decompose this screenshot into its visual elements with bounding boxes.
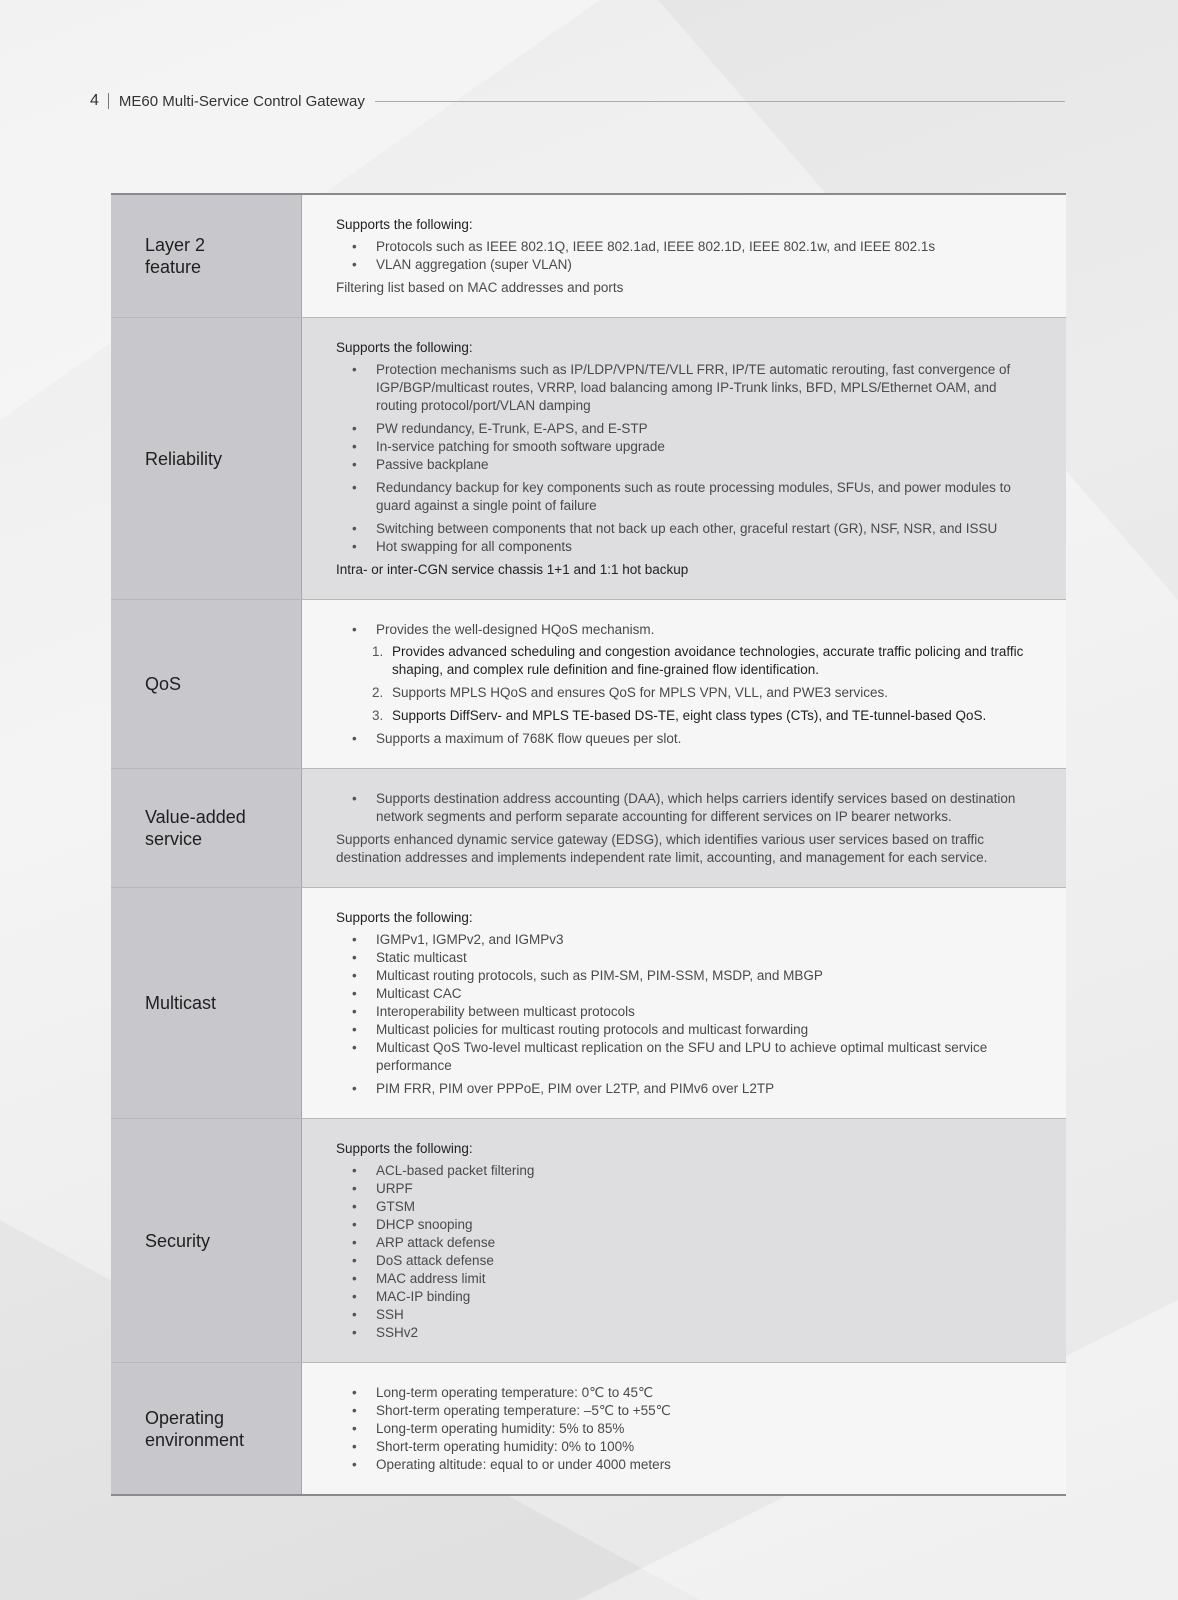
numbered-list — [336, 643, 1040, 725]
row-label-cell — [111, 888, 302, 1118]
row-label: Multicast — [145, 993, 217, 1013]
numbered-item-text: Supports DiffServ- and MPLS TE-based DS-TE, eight class types (CTs), and TE-tunnel-based QoS. — [392, 708, 987, 723]
list-item: • PW redundancy, E-Trunk, E-APS, and E-STP — [352, 420, 1040, 438]
spec-table — [111, 193, 1066, 1496]
row-content — [302, 195, 1066, 317]
row-label-cell — [111, 1119, 302, 1362]
list-item: • PIM FRR, PIM over PPPoE, PIM over L2TP, and PIMv6 over L2TP — [352, 1080, 1040, 1098]
numbered-item: 3. Supports DiffServ- and MPLS TE-based DS-TE, eight class types (CTs), and TE-tunnel-based QoS. — [372, 708, 987, 723]
row-label-cell — [111, 600, 302, 768]
list-item: • Long-term operating temperature: 0℃ to 45℃ — [352, 1384, 1040, 1402]
numbered-item-text: Provides advanced scheduling and congestion avoidance technologies, accurate traffic policing and traffic shaping, and complex rule definition and fine-grained flow identification. — [392, 644, 1024, 677]
row-label-cell — [111, 1363, 302, 1494]
row-intro: Supports the following: — [336, 340, 473, 355]
list-item: • DoS attack defense — [352, 1252, 1040, 1270]
bullet-list — [336, 1162, 1040, 1342]
list-item: • IGMPv1, IGMPv2, and IGMPv3 — [352, 931, 1040, 949]
row-label: Reliability — [145, 448, 223, 469]
list-item: • Multicast policies for multicast routing protocols and multicast forwarding — [352, 1021, 1040, 1039]
list-item: • Protocols such as IEEE 802.1Q, IEEE 802.1ad, IEEE 802.1D, IEEE 802.1w, and IEEE 802.1s — [352, 238, 1040, 256]
row-content — [302, 769, 1066, 887]
row-label-cell — [111, 195, 302, 317]
list-item: • MAC address limit — [352, 1270, 1040, 1288]
bullet-list — [336, 931, 1040, 1098]
numbered-item: 1. Provides advanced scheduling and congestion avoidance technologies, accurate traffic policing and traffic shaping, and complex rule definition and fine-grained flow identification. — [372, 644, 1024, 677]
list-item: • ARP attack defense — [352, 1234, 1040, 1252]
row-intro: Supports the following: — [336, 217, 473, 232]
spec-row-reliability — [111, 318, 1066, 600]
list-item: • Protection mechanisms such as IP/LDP/VPN/TE/VLL FRR, IP/TE automatic rerouting, fast convergence of IGP/BGP/multicast routes, VRRP, load balancing among IP-Trunk links, BFD, MPLS/Ethernet OAM, and routing protocol/port/VLAN damping — [352, 361, 1040, 415]
list-item: • Supports destination address accounting (DAA), which helps carriers identify services based on destination network segments and perform separate accounting for different services on IP bearer networks. — [352, 790, 1040, 826]
list-item: • Supports a maximum of 768K flow queues per slot. — [352, 730, 1040, 748]
bullet-list — [336, 621, 1040, 639]
row-label: Operating environment — [145, 1407, 245, 1450]
list-item: • Interoperability between multicast protocols — [352, 1003, 1040, 1021]
row-label: QoS — [145, 674, 182, 694]
bullet-list — [336, 361, 1040, 556]
list-item: • SSH — [352, 1306, 1040, 1324]
row-label-cell — [111, 318, 302, 599]
list-item: • Static multicast — [352, 949, 1040, 967]
list-item: • Short-term operating temperature: –5℃ to +55℃ — [352, 1402, 1040, 1420]
bullet-list — [336, 1384, 1040, 1474]
bullet-list — [336, 730, 1040, 748]
header-divider — [108, 93, 109, 109]
row-label-cell — [111, 769, 302, 887]
list-item: • Multicast routing protocols, such as PIM-SM, PIM-SSM, MSDP, and MBGP — [352, 967, 1040, 985]
list-item: • Provides the well-designed HQoS mechanism. — [352, 621, 1040, 639]
spec-row-security — [111, 1119, 1066, 1363]
spec-row-operating-environment — [111, 1363, 1066, 1494]
row-content — [302, 318, 1066, 599]
row-content — [302, 1363, 1066, 1494]
list-item: • Operating altitude: equal to or under 4000 meters — [352, 1456, 1040, 1474]
list-item: • GTSM — [352, 1198, 1040, 1216]
spec-row-multicast — [111, 888, 1066, 1119]
spec-row-layer2 — [111, 195, 1066, 318]
list-item: • Hot swapping for all components — [352, 538, 1040, 556]
list-item: • In-service patching for smooth software upgrade — [352, 438, 1040, 456]
list-item: • Long-term operating humidity: 5% to 85% — [352, 1420, 1040, 1438]
row-label: Value-added service — [145, 807, 246, 849]
list-item: • ACL-based packet filtering — [352, 1162, 1040, 1180]
header-rule — [375, 101, 1065, 102]
numbered-item: 2. Supports MPLS HQoS and ensures QoS for MPLS VPN, VLL, and PWE3 services. — [372, 685, 888, 700]
row-trailing-text: Supports enhanced dynamic service gateway (EDSG), which identifies various user services based on traffic destination addresses and implements independent rate limit, accounting, and management for each service. — [336, 832, 988, 865]
list-item: • Multicast QoS Two-level multicast replication on the SFU and LPU to achieve optimal multicast service performance — [352, 1039, 1040, 1075]
row-trailing-text: Filtering list based on MAC addresses and ports — [336, 280, 624, 295]
row-label: Security — [145, 1230, 211, 1251]
row-content — [302, 1119, 1066, 1362]
list-item: • SSHv2 — [352, 1324, 1040, 1342]
list-item: • Multicast CAC — [352, 985, 1040, 1003]
list-item: • Redundancy backup for key components such as route processing modules, SFUs, and power modules to guard against a single point of failure — [352, 479, 1040, 515]
row-intro: Supports the following: — [336, 1141, 473, 1156]
spec-row-qos — [111, 600, 1066, 769]
numbered-item-text: Supports MPLS HQoS and ensures QoS for MPLS VPN, VLL, and PWE3 services. — [392, 685, 888, 700]
row-content — [302, 600, 1066, 768]
page-number: 4 — [90, 92, 99, 109]
spec-row-value-added — [111, 769, 1066, 888]
list-item: • URPF — [352, 1180, 1040, 1198]
row-trailing-text: Intra- or inter-CGN service chassis 1+1 and 1:1 hot backup — [336, 562, 689, 577]
list-item: • Short-term operating humidity: 0% to 100% — [352, 1438, 1040, 1456]
row-intro: Supports the following: — [336, 910, 473, 925]
list-item: • MAC-IP binding — [352, 1288, 1040, 1306]
list-item: • DHCP snooping — [352, 1216, 1040, 1234]
bullet-list — [336, 790, 1040, 826]
list-item: • VLAN aggregation (super VLAN) — [352, 256, 1040, 274]
list-item: • Switching between components that not back up each other, graceful restart (GR), NSF, NSR, and ISSU — [352, 520, 1040, 538]
bullet-list — [336, 238, 1040, 274]
document-title: ME60 Multi-Service Control Gateway — [118, 92, 365, 110]
row-label: Layer 2 feature — [145, 235, 206, 277]
page-header — [90, 90, 1065, 112]
list-item: • Passive backplane — [352, 456, 1040, 474]
row-content — [302, 888, 1066, 1118]
